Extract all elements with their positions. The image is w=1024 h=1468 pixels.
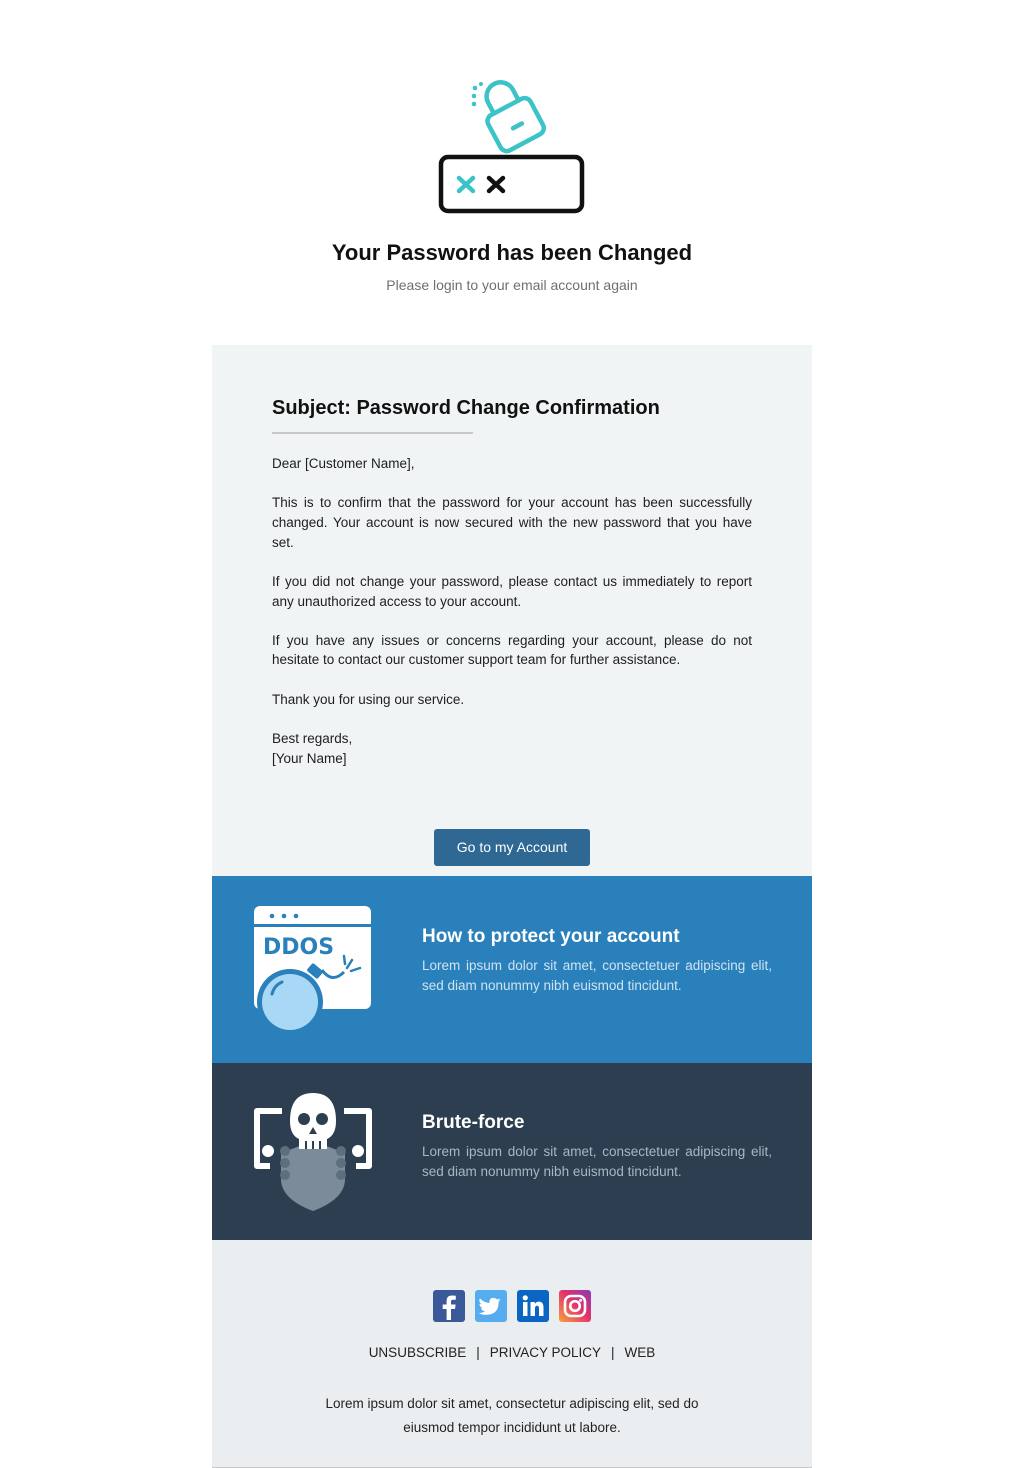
letter-card	[212, 345, 812, 876]
feature-protect-account	[212, 876, 812, 1063]
feature-title: How to protect your account	[422, 926, 680, 947]
footer-links	[212, 1345, 812, 1360]
linkedin-icon[interactable]	[517, 1290, 549, 1322]
ddos-label: DDOS	[263, 935, 335, 960]
feature-text: Lorem ipsum dolor sit amet, consectetuer adipiscing elit, sed diam nonummy nibh euismod tincidunt.	[422, 1144, 772, 1179]
link-separator: |	[611, 1345, 615, 1360]
letter-paragraph: If you have any issues or concerns regarding your account, please do not hesitate to contact our customer support team for further assistance.	[272, 632, 752, 668]
page-title: Your Password has been Changed	[331, 240, 693, 265]
privacy-policy-link[interactable]: PRIVACY POLICY	[489, 1345, 602, 1360]
web-link[interactable]: WEB	[624, 1345, 656, 1360]
unlocked-padlock-password-icon	[438, 74, 588, 216]
facebook-icon[interactable]	[433, 1290, 465, 1322]
letter-body	[272, 454, 752, 768]
ddos-bomb-icon	[252, 904, 374, 1034]
letter-greeting: Dear [Customer Name],	[272, 456, 415, 471]
letter-paragraph: This is to confirm that the password for your account has been successfully changed. Your account is now secured with the new password that you have set.	[272, 495, 752, 550]
twitter-icon[interactable]	[475, 1290, 507, 1322]
feature-text: Lorem ipsum dolor sit amet, consectetuer adipiscing elit, sed diam nonummy nibh euismod tincidunt.	[422, 958, 772, 993]
subject-divider	[272, 432, 473, 434]
link-separator: |	[476, 1345, 480, 1360]
feature-title: Brute-force	[422, 1112, 525, 1133]
go-to-account-button[interactable]: Go to my Account	[434, 829, 590, 866]
unsubscribe-link[interactable]: UNSUBSCRIBE	[368, 1345, 467, 1360]
letter-paragraph: Thank you for using our service.	[272, 691, 465, 707]
page-subtitle: Please login to your email account again	[386, 277, 638, 293]
letter-signature: [Your Name]	[272, 750, 347, 766]
letter-closing: Best regards,	[272, 730, 353, 746]
footer	[212, 1240, 812, 1468]
footer-text: Lorem ipsum dolor sit amet, consectetur adipiscing elit, sed do eiusmod tempor incididunt ut labore.	[325, 1396, 699, 1435]
skull-shield-icon	[252, 1091, 374, 1221]
social-links	[433, 1290, 593, 1322]
letter-subject: Subject: Password Change Confirmation	[272, 397, 660, 419]
feature-brute-force	[212, 1063, 812, 1240]
instagram-icon[interactable]	[559, 1290, 591, 1322]
letter-paragraph: If you did not change your password, please contact us immediately to report any unauthorized access to your account.	[272, 573, 752, 609]
